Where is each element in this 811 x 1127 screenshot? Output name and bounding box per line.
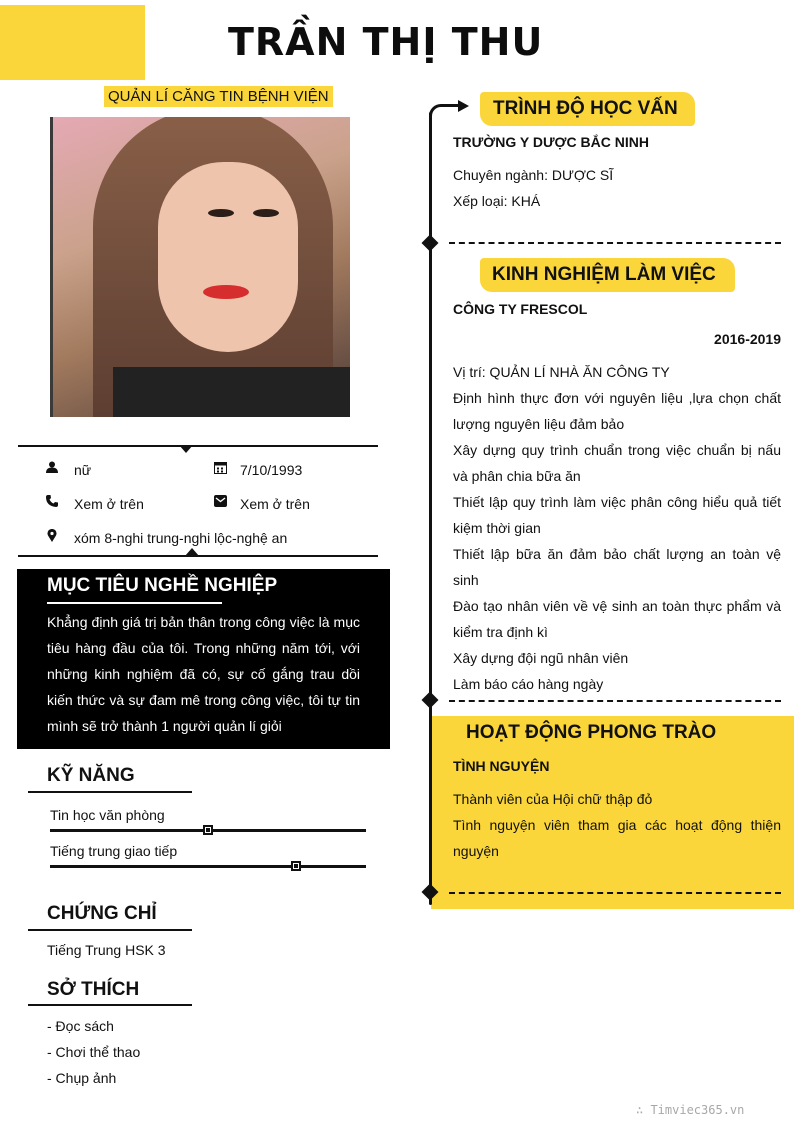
user-icon [45, 461, 59, 476]
header-accent-block [0, 5, 145, 80]
skill-bar [50, 865, 366, 868]
skill-label: Tin học văn phòng [50, 807, 165, 823]
gender-value: nữ [74, 462, 92, 478]
phone-value: Xem ở trên [74, 496, 144, 512]
career-objective-section [17, 569, 390, 749]
school-name: TRƯỜNG Y DƯỢC BẮC NINH [453, 134, 649, 150]
timeline-corner [429, 104, 459, 120]
experience-title: KINH NGHIỆM LÀM VIỆC [492, 264, 716, 285]
timeline-arrow [458, 100, 469, 112]
timeline-line [429, 112, 432, 905]
timeline-marker [422, 235, 439, 252]
skills-underline [28, 791, 192, 793]
envelope-icon [213, 495, 227, 510]
phone-icon [45, 495, 59, 510]
map-marker-icon [45, 529, 59, 545]
calendar-icon [213, 461, 227, 477]
hobbies-underline [28, 1004, 192, 1006]
hobby-item: - Đọc sách [47, 1018, 114, 1034]
objective-underline [47, 602, 222, 604]
address-value: xóm 8-nghi trung-nghi lộc-nghệ an [74, 530, 288, 546]
objective-text: Khẳng định giá trị bản thân trong công việc là mục tiêu hàng đầu của tôi. Trong những năm tới, với những kinh nghiệm đã có, sự cố gắng trau dồi kiến thức và sự đam mê trong công việc, tôi tự tin mình sẽ trở thành 1 người quản lí giỏi [47, 614, 360, 734]
section-divider [449, 892, 781, 894]
objective-title: MỤC TIÊU NGHỀ NGHIỆP [47, 575, 278, 596]
activity-text: Thành viên của Hội chữ thập đỏ Tình nguyện viên tham gia các hoạt động thiện nguyện [453, 791, 781, 859]
candidate-name: TRẦN THỊ THU [228, 20, 544, 64]
education-title: TRÌNH ĐỘ HỌC VẤN [493, 98, 678, 119]
watermark: ∴ Timviec365.vn [636, 1103, 745, 1117]
skills-title: KỸ NĂNG [47, 765, 135, 786]
certificate-item: Tiếng Trung HSK 3 [47, 942, 166, 958]
work-duties: Định hình thực đơn với nguyên liệu ,lựa chọn chất lượng nguyên liệu đảm bảo Xây dựng quy trình chuẩn trong việc chuẩn bị nấu và phân chia bữa ăn Thiết lập quy trình làm việc phân công hiểu quả tiết kiệm thời gian Thiết lập bữa ăn đảm bảo chất lượng an toàn vệ sinh Đào tạo nhân viên về vệ sinh an toàn thực phẩm và kiểm tra định kì Xây dựng đội ngũ nhân viên Làm báo cáo hàng ngày [453, 390, 781, 692]
email-value: Xem ở trên [240, 496, 310, 512]
activities-title: HOẠT ĐỘNG PHONG TRÀO [466, 722, 717, 743]
certificates-underline [28, 929, 192, 931]
activity-org: TÌNH NGUYỆN [453, 758, 550, 774]
birthday-value: 7/10/1993 [240, 462, 303, 478]
skill-label: Tiếng trung giao tiếp [50, 843, 178, 859]
hobbies-title: SỞ THÍCH [47, 979, 140, 1000]
section-divider [449, 242, 781, 244]
timeline-marker [422, 692, 439, 709]
job-title: QUẢN LÍ CĂNG TIN BỆNH VIỆN [104, 86, 333, 107]
hobby-item: - Chụp ảnh [47, 1070, 117, 1086]
work-position: Vị trí: QUẢN LÍ NHÀ ĂN CÔNG TY [453, 364, 670, 380]
work-period: 2016-2019 [714, 331, 781, 347]
company-name: CÔNG TY FRESCOL [453, 301, 588, 317]
skill-level-marker [291, 861, 301, 871]
info-pointer-down [179, 445, 193, 453]
skill-level-marker [203, 825, 213, 835]
info-pointer-up [185, 548, 199, 556]
hobby-item: - Chơi thể thao [47, 1044, 141, 1060]
education-grade: Xếp loại: KHÁ [453, 193, 541, 209]
education-major: Chuyên ngành: DƯỢC SĨ [453, 167, 614, 183]
section-divider [449, 700, 781, 702]
profile-photo [50, 117, 350, 417]
certificates-title: CHỨNG CHỈ [47, 903, 157, 924]
